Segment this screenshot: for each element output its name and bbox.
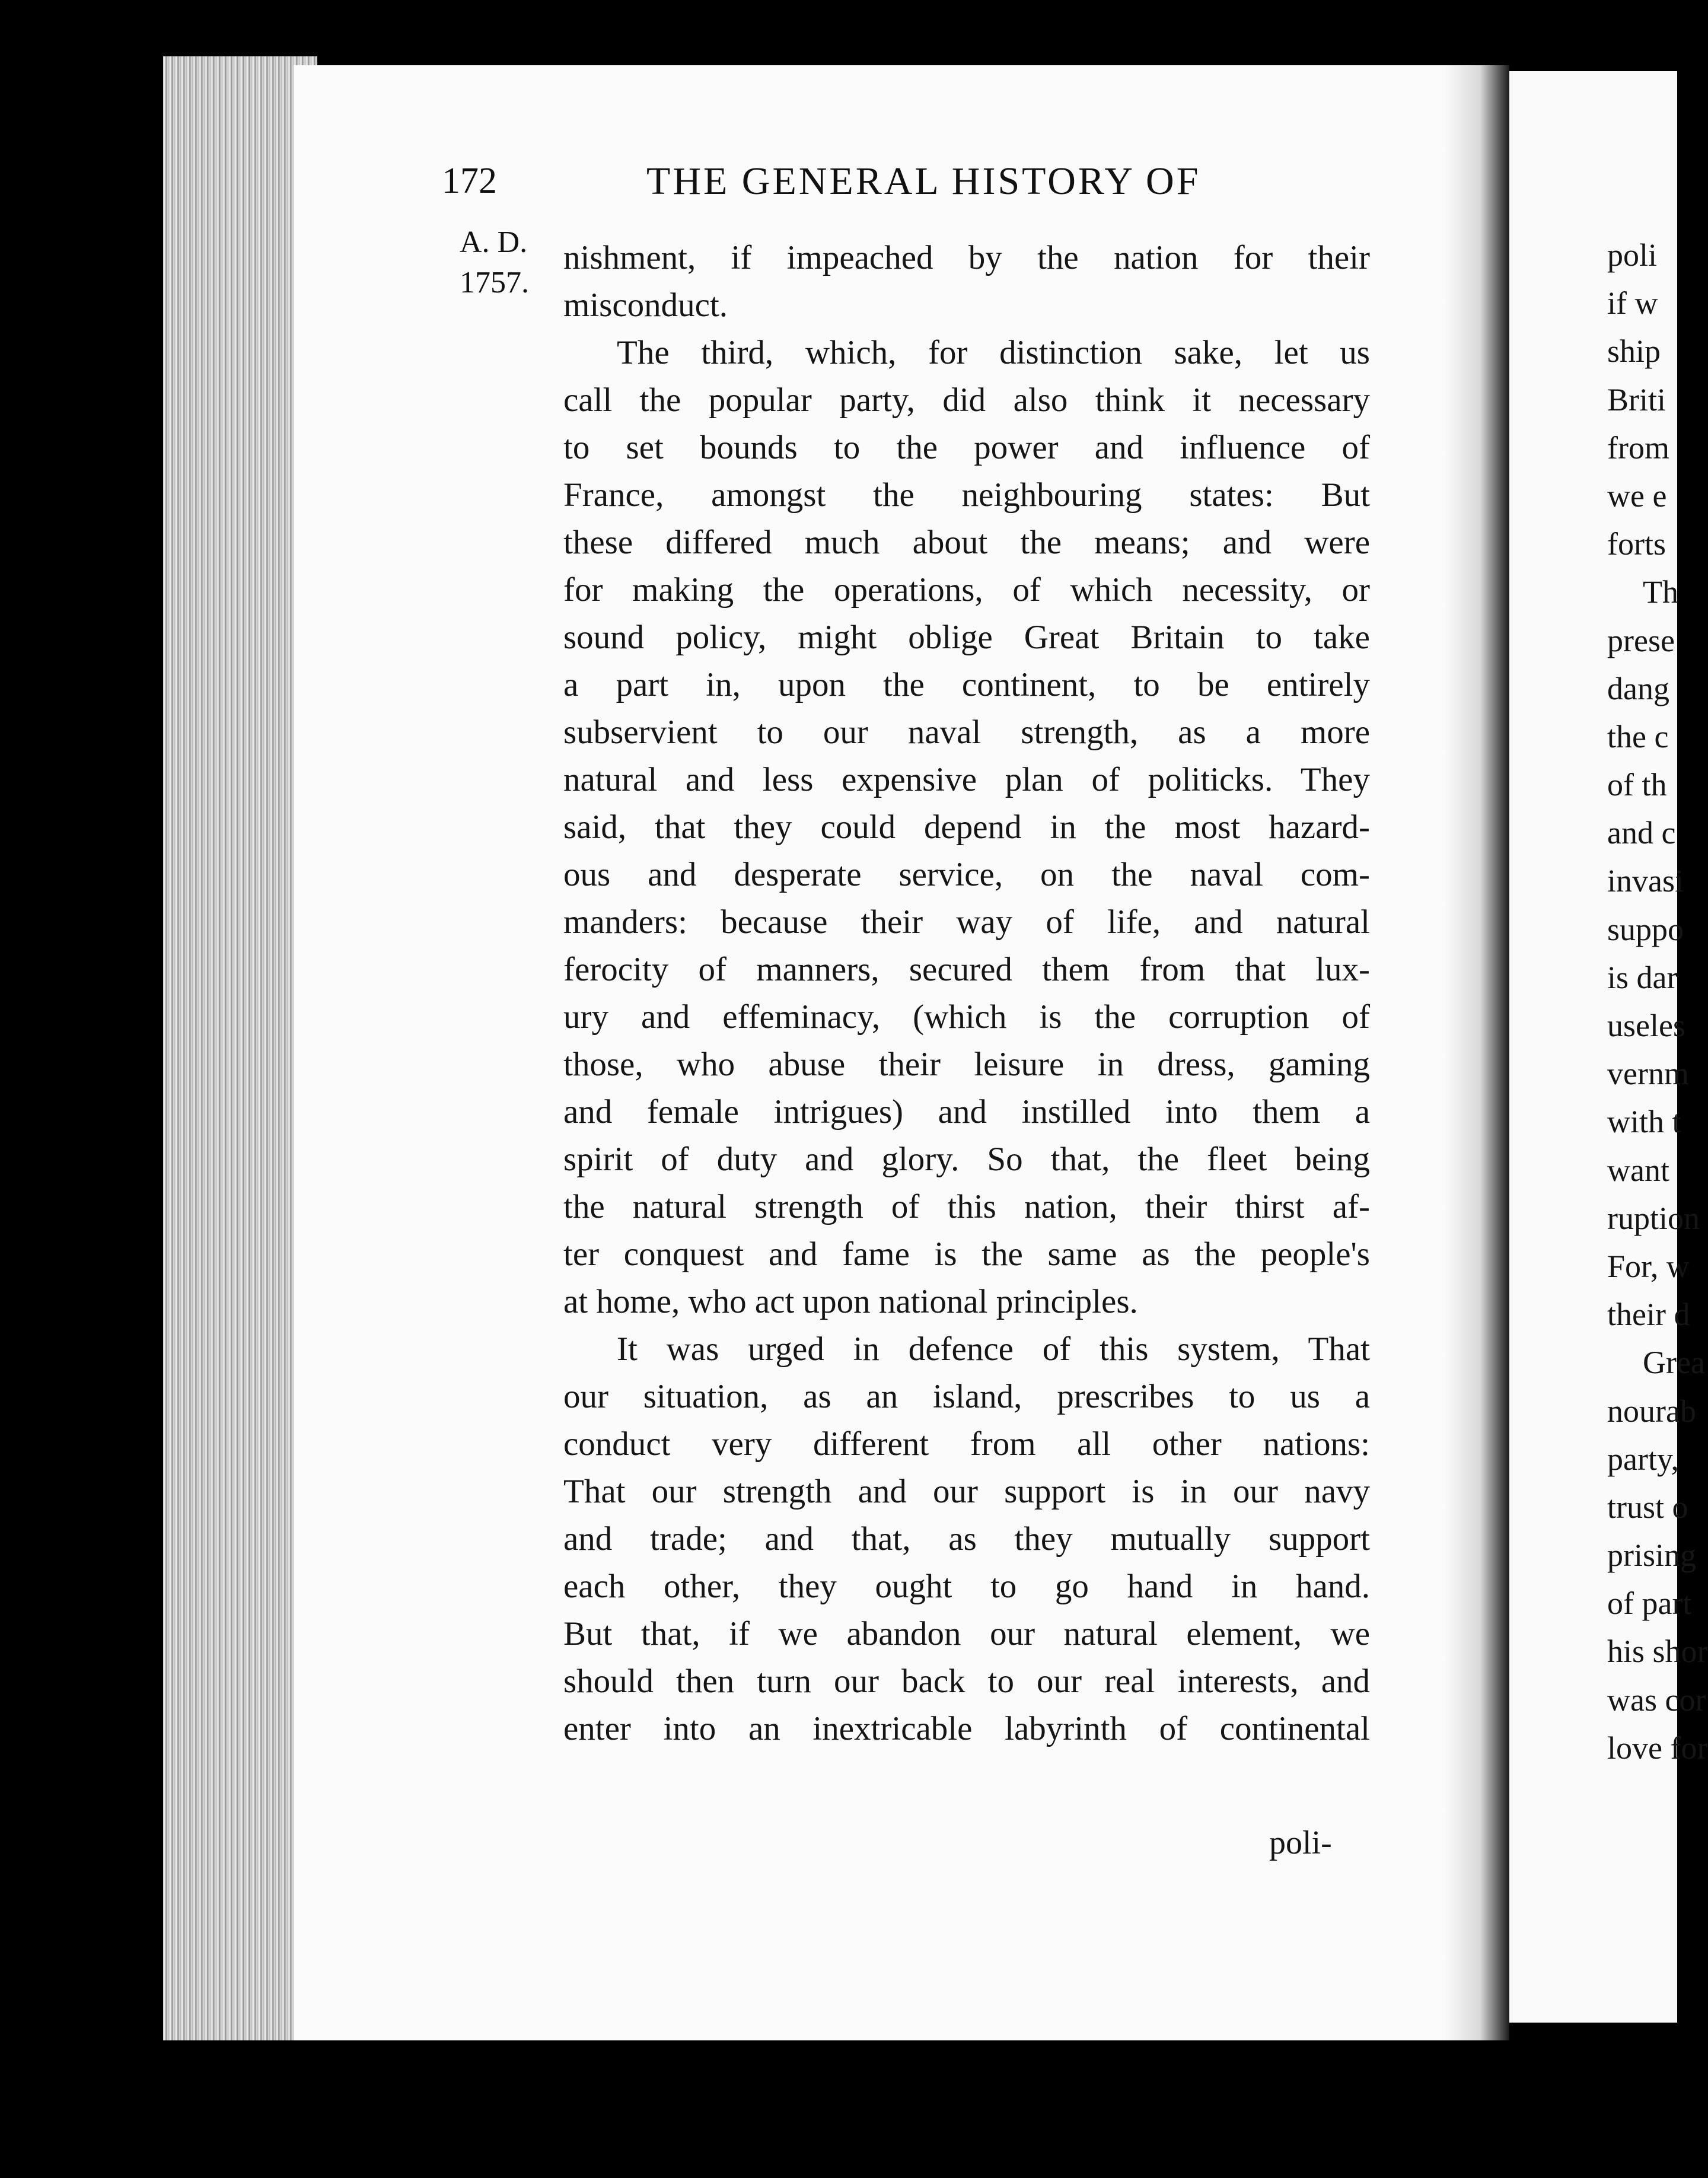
- text-line: France, amongst the neighbouring states: But: [563, 476, 1370, 514]
- right-text-line: vernm: [1607, 1056, 1689, 1092]
- text-line: ter conquest and fame is the same as the people's: [563, 1236, 1370, 1273]
- text-line: call the popular party, did also think it necessary: [563, 381, 1370, 419]
- body-text: [563, 234, 1370, 1753]
- text-line: and trade; and that, as they mutually support: [563, 1520, 1370, 1558]
- right-text-line: of part: [1607, 1585, 1692, 1622]
- right-page-text: [1607, 231, 1708, 1772]
- right-text-line: we e: [1607, 477, 1667, 514]
- margin-note-year-value: 1757.: [460, 266, 529, 300]
- text-line: those, who abuse their leisure in dress, gaming: [563, 1046, 1370, 1083]
- right-text-line: forts: [1607, 526, 1666, 562]
- text-line: But that, if we abandon our natural element, we: [563, 1615, 1370, 1652]
- right-text-line: the c: [1607, 718, 1669, 754]
- right-text-line: poli: [1607, 237, 1658, 273]
- text-line: ous and desperate service, on the naval com-: [563, 856, 1370, 893]
- right-text-line: Briti: [1607, 381, 1666, 418]
- book-gutter: [1444, 65, 1509, 2040]
- right-text-line: prese: [1607, 622, 1675, 658]
- right-text-line: of th: [1607, 767, 1667, 803]
- text-line: for making the operations, of which necessity, or: [563, 571, 1370, 609]
- right-text-line: trust o: [1607, 1489, 1688, 1525]
- margin-note-ad: A. D.: [460, 225, 528, 259]
- text-line: our situation, as an island, prescribes to us a: [563, 1378, 1370, 1415]
- text-line: The third, which, for distinction sake, let us: [617, 334, 1370, 371]
- text-line: at home, who act upon national principles.: [563, 1283, 1138, 1320]
- running-head: [442, 160, 1340, 214]
- text-line: natural and less expensive plan of politicks. They: [563, 761, 1370, 798]
- right-text-line: their d: [1607, 1297, 1690, 1333]
- text-line: misconduct.: [563, 286, 728, 324]
- text-line: these differed much about the means; and were: [563, 524, 1370, 561]
- right-text-line: and c: [1607, 815, 1676, 851]
- text-line: ury and effeminacy, (which is the corruption of: [563, 998, 1370, 1036]
- right-text-line: Th: [1643, 574, 1678, 610]
- right-text-line: prising: [1607, 1537, 1697, 1574]
- right-text-line: if w: [1607, 285, 1658, 321]
- right-text-line: nourab: [1607, 1393, 1696, 1429]
- text-line: That our strength and our support is in our navy: [563, 1473, 1370, 1510]
- right-text-line: suppo: [1607, 911, 1684, 947]
- text-line: manders: because their way of life, and natural: [563, 903, 1370, 941]
- right-text-line: from: [1607, 429, 1669, 466]
- text-line: each other, they ought to go hand in hand.: [563, 1568, 1370, 1605]
- text-line: and female intrigues) and instilled into them a: [563, 1093, 1370, 1131]
- text-line: nishment, if impeached by the nation for their: [563, 239, 1370, 276]
- text-line: subservient to our naval strength, as a more: [563, 714, 1370, 751]
- running-title: THE GENERAL HISTORY OF: [646, 160, 1201, 203]
- text-line: ferocity of manners, secured them from that lux-: [563, 951, 1370, 988]
- margin-note-year: [460, 222, 529, 303]
- right-text-line: want: [1607, 1152, 1669, 1188]
- right-text-line: is dar: [1607, 959, 1678, 995]
- text-line: conduct very different from all other nations:: [563, 1425, 1370, 1463]
- text-line: a part in, upon the continent, to be entirely: [563, 666, 1370, 703]
- right-text-line: ship: [1607, 333, 1661, 370]
- text-line: the natural strength of this nation, their thirst af-: [563, 1188, 1370, 1225]
- catchword: poli-: [1269, 1824, 1332, 1861]
- right-text-line: his shor: [1607, 1634, 1708, 1670]
- page-number: 172: [442, 161, 497, 201]
- right-text-line: useles: [1607, 1008, 1685, 1043]
- text-line: should then turn our back to our real interests, and: [563, 1663, 1370, 1700]
- text-line: spirit of duty and glory. So that, the fleet being: [563, 1141, 1370, 1178]
- right-text-line: dang: [1607, 670, 1669, 706]
- text-line: to set bounds to the power and influence of: [563, 429, 1370, 466]
- right-text-line: was cor: [1607, 1682, 1706, 1718]
- right-text-line: For, w: [1607, 1248, 1690, 1284]
- right-text-line: invasi: [1607, 863, 1684, 899]
- right-text-line: party,: [1607, 1441, 1679, 1477]
- right-text-line: love for: [1607, 1730, 1708, 1766]
- text-line: said, that they could depend in the most hazard-: [563, 808, 1370, 846]
- text-line: It was urged in defence of this system, That: [617, 1330, 1370, 1368]
- right-text-line: Grea: [1643, 1345, 1705, 1381]
- text-line: enter into an inextricable labyrinth of continental: [563, 1710, 1370, 1747]
- right-text-line: ruption: [1607, 1200, 1700, 1236]
- text-line: sound policy, might oblige Great Britain to take: [563, 619, 1370, 656]
- right-text-line: with t: [1607, 1104, 1681, 1140]
